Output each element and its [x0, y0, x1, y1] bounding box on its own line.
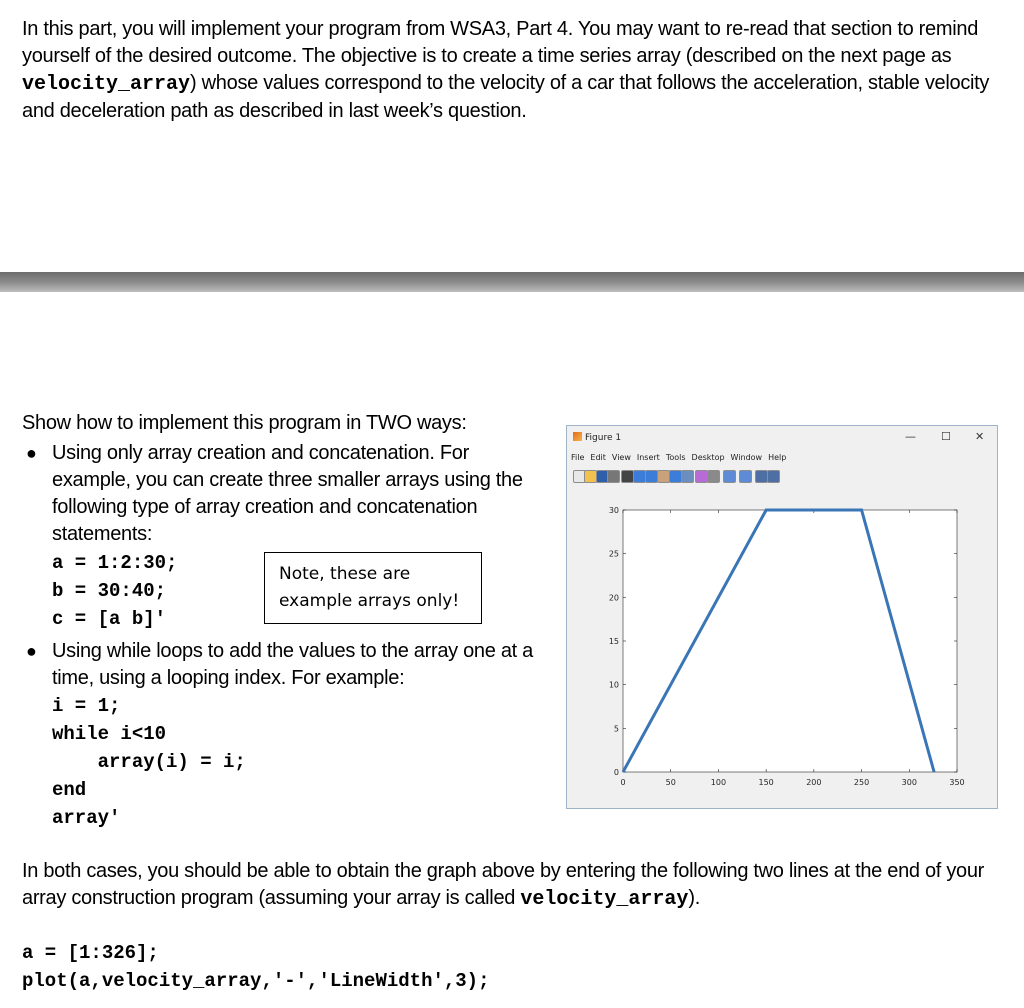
y-tick-label: 0 — [613, 768, 619, 777]
intro-code-word: velocity_array — [22, 73, 191, 96]
bullet-text: Using while loops to add the values to the array one at a time, using a looping index. For example: — [52, 640, 533, 689]
show-heading: Show how to implement this program in TWO ways: — [22, 412, 467, 434]
x-tick-label: 0 — [620, 778, 626, 787]
code-line: plot(a,velocity_array,'-','LineWidth',3); — [22, 970, 490, 992]
both-cases-paragraph — [22, 858, 1012, 913]
bullet-dot: ● — [26, 641, 37, 661]
code-line: array' — [52, 807, 121, 829]
code-line: end — [52, 779, 87, 801]
x-tick-label: 150 — [758, 778, 774, 787]
x-tick-label: 100 — [710, 778, 727, 787]
section-divider — [0, 272, 1024, 292]
menu-window[interactable]: Window — [730, 453, 763, 462]
both-cases-code-word: velocity_array — [520, 888, 689, 911]
axes-box — [623, 510, 957, 772]
menu-tools[interactable]: Tools — [665, 453, 686, 462]
code-line: a = [1:326]; — [22, 942, 159, 964]
close-button[interactable]: ✕ — [975, 430, 985, 443]
final-code-block — [22, 939, 489, 995]
bullet-text: Using only array creation and concatenation. For example, you can create three smaller arrays using the following type of array creation and concatenation statements: — [52, 442, 523, 545]
both-cases-text-end: ). — [688, 887, 701, 909]
intro-paragraph — [22, 16, 1012, 125]
bullet-dot: ● — [26, 443, 37, 463]
note-line: example arrays only! — [279, 591, 460, 611]
x-tick-label: 200 — [806, 778, 822, 787]
code-line: while i<10 — [52, 723, 167, 745]
intro-text-start: In this part, you will implement your program from WSA3, Part 4. You may want to re-read that section to remind yourself of the desired outcome. The objective is to create a time series array (described on the next page as — [22, 18, 979, 67]
both-cases-text-start: In both cases, you should be able to obtain the graph above by entering the following two lines at the end of your array construction program (assuming your array is called — [22, 860, 985, 909]
x-tick-label: 50 — [665, 778, 676, 787]
x-tick-label: 250 — [853, 778, 870, 787]
y-tick-label: 10 — [608, 680, 619, 690]
y-tick-label: 25 — [608, 549, 619, 559]
menu-edit[interactable]: Edit — [590, 453, 606, 462]
code-line: b = 30:40; — [52, 580, 167, 602]
x-tick-label: 350 — [949, 778, 965, 787]
code-line: array(i) = i; — [52, 751, 246, 773]
y-tick-label: 15 — [608, 637, 619, 646]
y-tick-label: 30 — [608, 506, 619, 515]
x-tick-label: 300 — [901, 778, 917, 787]
y-tick-label: 5 — [613, 724, 619, 734]
code-block-concat — [52, 549, 177, 633]
code-line: a = 1:2:30; — [52, 552, 178, 574]
menu-desktop[interactable]: Desktop — [691, 453, 725, 462]
code-block-while — [52, 692, 246, 832]
code-line: i = 1; — [52, 695, 121, 717]
menu-insert[interactable]: Insert — [636, 453, 660, 462]
menu-view[interactable]: View — [611, 453, 631, 462]
menu-file[interactable]: File — [571, 453, 585, 462]
figure-title-text: Figure 1 — [585, 433, 622, 443]
y-tick-label: 20 — [608, 593, 619, 603]
code-line: c = [a b]' — [52, 608, 167, 630]
intro-text-end: ) whose values correspond to the velocity of a car that follows the acceleration, stable velocity and deceleration path as described in last week’s question. — [22, 72, 990, 122]
figure-window — [566, 425, 998, 809]
plot-area — [567, 426, 997, 808]
menu-help[interactable]: Help — [768, 453, 787, 462]
note-box — [264, 552, 482, 624]
minimize-button[interactable]: — — [905, 430, 916, 443]
maximize-button[interactable]: ☐ — [941, 430, 951, 443]
note-line: Note, these are — [279, 564, 411, 584]
